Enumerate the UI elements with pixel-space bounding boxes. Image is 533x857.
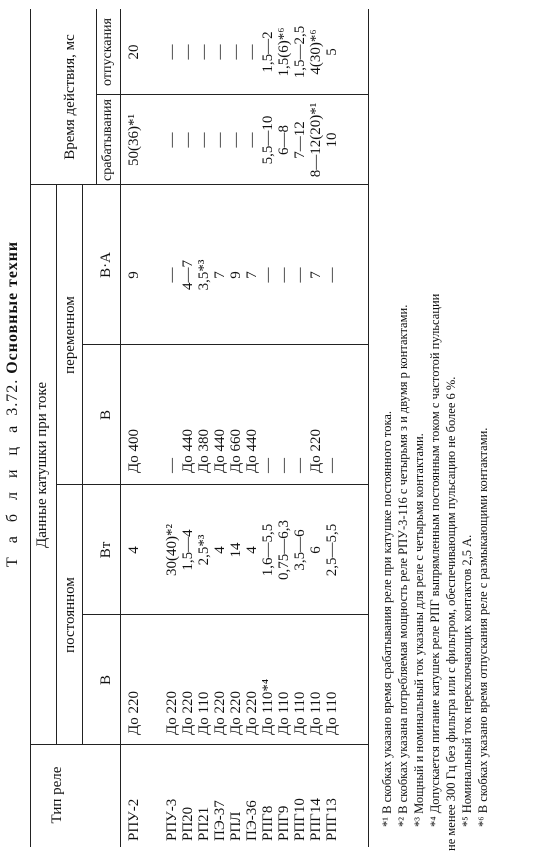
cell-release: 1,5—2,5 xyxy=(292,25,308,79)
cell-ac-v: До 440 xyxy=(244,429,260,473)
cell-operate: — xyxy=(212,132,228,148)
cell-ac-va: — xyxy=(164,267,180,283)
header-ac-v: В xyxy=(98,410,114,421)
table-caption xyxy=(4,241,22,567)
cell-dc-v: До 220 xyxy=(244,691,260,735)
cell-ac-v: До 440 xyxy=(212,429,228,473)
cell-operate: 7—12 xyxy=(292,121,308,159)
cell-type: РП21 xyxy=(196,806,212,841)
cell-type: РПУ-2 xyxy=(126,798,142,841)
cell-operate: — xyxy=(164,132,180,148)
header-dc-v: В xyxy=(98,675,114,686)
header-release: отпускания xyxy=(100,18,115,86)
cell-release: 4(30)*⁶ xyxy=(308,29,324,75)
cell-ac-v: До 380 xyxy=(196,429,212,473)
footnote: *⁴ Допускается питание катушек реле РПГ выпрямленным постоянным током с частотой пульсации xyxy=(428,293,442,827)
header-coil-data: Данные катушки при токе xyxy=(34,382,50,548)
cell-operate: — xyxy=(180,132,196,148)
col-rule-type xyxy=(30,744,368,745)
cell-release: 1,5—2 xyxy=(260,31,276,73)
cell-type: ПЭ-37 xyxy=(212,800,228,841)
cell-dc-w: 1,5—4 xyxy=(180,529,196,571)
cell-dc-w: 4 xyxy=(126,546,142,554)
cell-operate: — xyxy=(244,132,260,148)
time-underline xyxy=(96,9,97,185)
cell-dc-v: До 110 xyxy=(292,691,308,735)
cell-dc-w: 2,5—5,5 xyxy=(324,523,340,577)
header-dc: постоянном xyxy=(62,577,78,653)
cell-release: 20 xyxy=(126,44,142,60)
cell-release: 5 xyxy=(324,48,340,56)
footnote: *³ Мощный и номинальный ток указаны для реле с четырьмя контактами. xyxy=(412,433,426,827)
cell-ac-va: 7 xyxy=(244,271,260,279)
cell-operate: 50(36)*¹ xyxy=(126,114,142,166)
cell-dc-v: До 220 xyxy=(126,691,142,735)
cell-type: РПУ-3 xyxy=(164,798,180,841)
cell-release: 1,5(6)*⁶ xyxy=(276,27,292,77)
cell-ac-v: — xyxy=(260,458,276,473)
cell-release: — xyxy=(180,44,196,60)
cell-ac-va: — xyxy=(324,267,340,283)
cell-dc-v: До 110 xyxy=(324,691,340,735)
cell-release: — xyxy=(196,44,212,60)
footnote: *² В скобках указана потребляемая мощность реле РПУ-3-116 с четырьмя з и двумя р контактами. xyxy=(396,304,410,827)
table-top-rule xyxy=(30,9,31,847)
cell-type: ПЭ-36 xyxy=(244,800,260,841)
ac-underline xyxy=(82,185,83,485)
cell-dc-v: До 110 xyxy=(196,691,212,735)
footnote: не менее 300 Гц без фильтра или с фильтром, обеспечивающим пульсацию не более 6 %. xyxy=(444,376,458,851)
cell-dc-v: До 110 xyxy=(276,691,292,735)
header-dc-w: Вт xyxy=(98,541,114,559)
footnote: *⁶ В скобках указано время отпускания реле с размыкающими контактами. xyxy=(476,427,490,827)
cell-ac-va: 7 xyxy=(212,271,228,279)
header-operate: срабатывания xyxy=(100,99,115,181)
cell-operate: 5,5—10 xyxy=(260,115,276,165)
cell-type: РП20 xyxy=(180,806,196,841)
cell-dc-v: До 220 xyxy=(212,691,228,735)
header-ac: переменном xyxy=(62,296,78,374)
cell-ac-va: 4—7 xyxy=(180,260,196,290)
header-ac-va: В·А xyxy=(98,252,114,278)
caption-title: Основные техни xyxy=(4,240,21,374)
cell-type: РПГ10 xyxy=(292,798,308,841)
cell-release: — xyxy=(244,44,260,60)
header-time: Время действия, мс xyxy=(62,34,78,160)
header-type: Тип реле xyxy=(49,766,65,824)
cell-dc-w: 6 xyxy=(308,546,324,554)
cell-release: — xyxy=(228,44,244,60)
cell-dc-w: 30(40)*² xyxy=(164,524,180,576)
cell-release: — xyxy=(212,44,228,60)
cell-dc-w: 3,5—6 xyxy=(292,529,308,571)
cell-ac-va: 3,5*³ xyxy=(196,259,212,291)
cell-ac-va: — xyxy=(292,267,308,283)
cell-operate: 8—12(20)*¹ xyxy=(308,102,324,178)
cell-ac-v: — xyxy=(292,458,308,473)
table-bottom-rule xyxy=(368,9,369,847)
dc-underline xyxy=(82,485,83,745)
cell-dc-v: До 220 xyxy=(164,691,180,735)
caption-number: 3.72. xyxy=(4,378,21,416)
cell-dc-w: 14 xyxy=(228,542,244,558)
cell-ac-v: До 400 xyxy=(126,429,142,473)
caption-label: Т а б л и ц а xyxy=(4,420,21,567)
cell-dc-w: 4 xyxy=(212,546,228,554)
cell-dc-v: До 110*⁴ xyxy=(260,678,276,735)
cell-operate: — xyxy=(228,132,244,148)
cell-dc-v: До 220 xyxy=(180,691,196,735)
cell-ac-v: — xyxy=(164,458,180,473)
cell-dc-w: 1,6—5,5 xyxy=(260,523,276,577)
cell-dc-w: 4 xyxy=(244,546,260,554)
cell-ac-va: 9 xyxy=(228,271,244,279)
cell-ac-v: — xyxy=(324,458,340,473)
cell-ac-va: — xyxy=(276,267,292,283)
cell-type: РПГ8 xyxy=(260,805,276,841)
cell-ac-va: 7 xyxy=(308,271,324,279)
cell-dc-v: До 220 xyxy=(228,691,244,735)
footnote: *⁵ Номинальный ток переключающих контактов 2,5 А. xyxy=(460,534,474,827)
cell-operate: 10 xyxy=(324,132,340,148)
cell-release: — xyxy=(164,44,180,60)
cell-operate: 6—8 xyxy=(276,125,292,155)
header-bottom-rule xyxy=(120,9,121,847)
coil-data-underline xyxy=(56,185,57,745)
cell-type: РПГ9 xyxy=(276,805,292,841)
cell-ac-va: — xyxy=(260,267,276,283)
cell-dc-w: 2,5*³ xyxy=(196,534,212,566)
cell-operate: — xyxy=(196,132,212,148)
cell-dc-w: 0,75—6,3 xyxy=(276,520,292,580)
footnote: *¹ В скобках указано время срабатывания реле при катушке постоянного тока. xyxy=(380,411,394,827)
cell-type: РПГ13 xyxy=(324,798,340,841)
cell-ac-v: До 220 xyxy=(308,429,324,473)
cell-dc-v: До 110 xyxy=(308,691,324,735)
cell-ac-v: — xyxy=(276,458,292,473)
cell-ac-v: До 440 xyxy=(180,429,196,473)
cell-type: РПГ14 xyxy=(308,798,324,841)
cell-ac-va: 9 xyxy=(126,271,142,279)
cell-ac-v: До 660 xyxy=(228,429,244,473)
cell-type: РПЛ xyxy=(228,811,244,841)
